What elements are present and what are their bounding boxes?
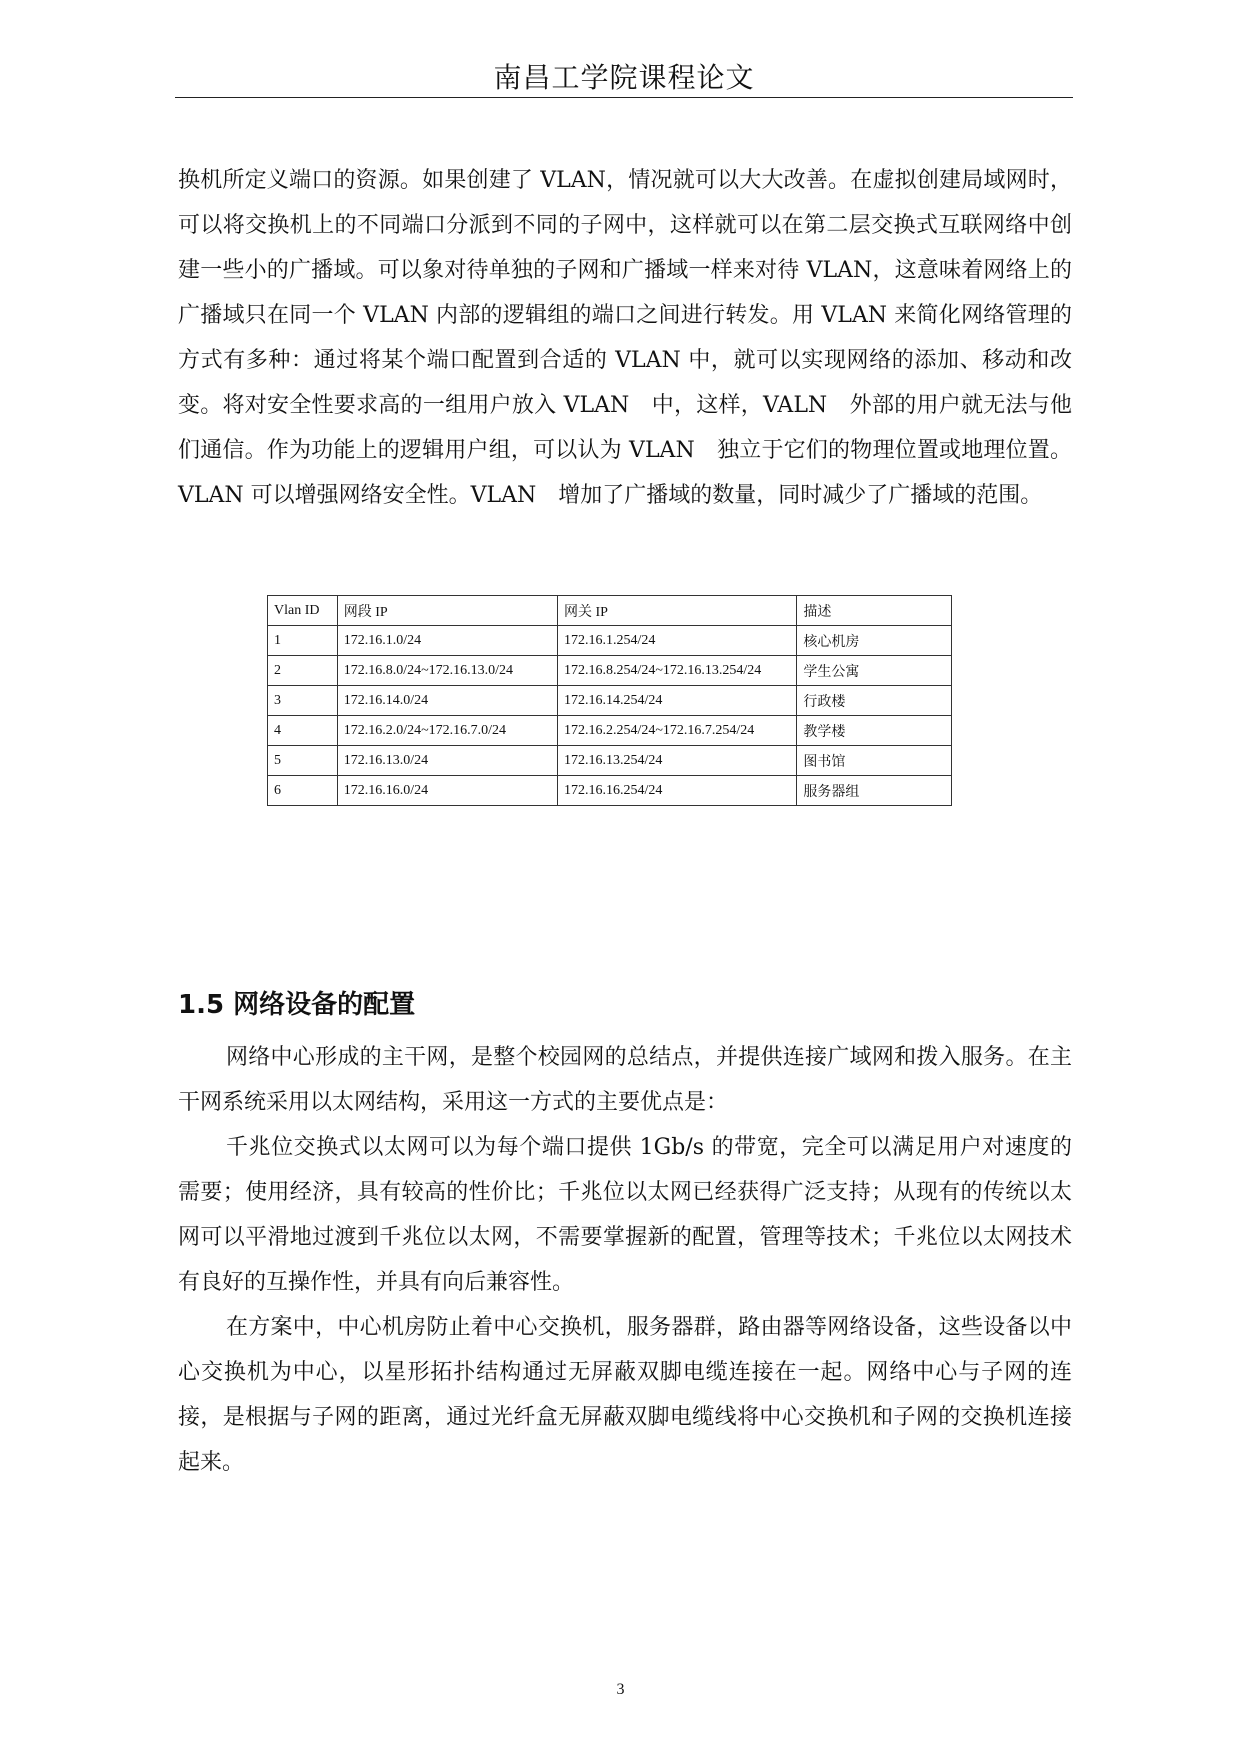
paragraph-vlan-intro: 换机所定义端口的资源。如果创建了 VLAN，情况就可以大大改善。在虚拟创建局域网时，可以将交换机上的不同端口分派到不同的子网中，这样就可以在第二层交换式互联网络中创建一些小的广播域。可以象对待单独的子网和广播域一样来对待 VLAN，这意味着网络上的广播域只在同一个 VLAN 内部的逻辑组的端口之间进行转发。用 VLAN 来简化网络管理的方式有多种：通过将某个端口配置到合适的 VLAN 中，就可以实现网络的添加、移动和改变。将对安全性要求高的一组用户放入 VLAN 中，这样，VALN 外部的用户就无法与他们通信。作为功能上的逻辑用户组，可以认为 VLAN 独立于它们的物理位置或地理位置。VLAN 可以增强网络安全性。VLAN 增加了广播域的数量，同时减少了广播域的范围。 [178, 168, 1072, 508]
cell-vlan-id: 1 [268, 626, 338, 656]
column-header-description: 描述 [797, 596, 952, 626]
page-number: 3 [616, 1681, 625, 1698]
cell-gateway-ip: 172.16.16.254/24 [557, 776, 796, 806]
cell-gateway-ip: 172.16.1.254/24 [557, 626, 796, 656]
table-row [268, 776, 952, 806]
cell-segment-ip: 172.16.8.0/24~172.16.13.0/24 [337, 656, 557, 686]
page-header: 南昌工学院课程论文 [493, 61, 755, 94]
cell-segment-ip: 172.16.14.0/24 [337, 686, 557, 716]
paragraph-backbone: 网络中心形成的主干网，是整个校园网的总结点，并提供连接广域网和拨入服务。在主干网系统采用以太网结构，采用这一方式的主要优点是： [178, 1045, 1072, 1115]
cell-segment-ip: 172.16.13.0/24 [337, 746, 557, 776]
paragraph-gigabit: 千兆位交换式以太网可以为每个端口提供 1Gb/s 的带宽，完全可以满足用户对速度的需要；使用经济，具有较高的性价比；千兆位以太网已经获得广泛支持；从现有的传统以太网可以平滑地过渡到千兆位以太网，不需要掌握新的配置，管理等技术；千兆位以太网技术有良好的互操作性，并具有向后兼容性。 [178, 1135, 1072, 1295]
table-row [268, 686, 952, 716]
table-row [268, 716, 952, 746]
cell-vlan-id: 3 [268, 686, 338, 716]
cell-gateway-ip: 172.16.13.254/24 [557, 746, 796, 776]
cell-vlan-id: 4 [268, 716, 338, 746]
cell-description: 行政楼 [797, 686, 952, 716]
vlan-table [267, 595, 952, 806]
table-row [268, 656, 952, 686]
column-header-gateway-ip: 网关 IP [557, 596, 796, 626]
cell-description: 教学楼 [797, 716, 952, 746]
cell-gateway-ip: 172.16.14.254/24 [557, 686, 796, 716]
cell-vlan-id: 5 [268, 746, 338, 776]
cell-description: 图书馆 [797, 746, 952, 776]
cell-segment-ip: 172.16.16.0/24 [337, 776, 557, 806]
table-header-row [268, 596, 952, 626]
header-divider [175, 97, 1073, 98]
cell-segment-ip: 172.16.2.0/24~172.16.7.0/24 [337, 716, 557, 746]
cell-segment-ip: 172.16.1.0/24 [337, 626, 557, 656]
section-heading: 1.5 网络设备的配置 [178, 990, 416, 1020]
table-row [268, 626, 952, 656]
column-header-segment-ip: 网段 IP [337, 596, 557, 626]
cell-description: 核心机房 [797, 626, 952, 656]
cell-vlan-id: 2 [268, 656, 338, 686]
cell-description: 学生公寓 [797, 656, 952, 686]
paragraph-topology: 在方案中，中心机房防止着中心交换机，服务器群，路由器等网络设备，这些设备以中心交换机为中心，以星形拓扑结构通过无屏蔽双脚电缆连接在一起。网络中心与子网的连接，是根据与子网的距离，通过光纤盒无屏蔽双脚电缆线将中心交换机和子网的交换机连接起来。 [178, 1315, 1072, 1475]
cell-gateway-ip: 172.16.2.254/24~172.16.7.254/24 [557, 716, 796, 746]
cell-description: 服务器组 [797, 776, 952, 806]
cell-vlan-id: 6 [268, 776, 338, 806]
table-row [268, 746, 952, 776]
cell-gateway-ip: 172.16.8.254/24~172.16.13.254/24 [557, 656, 796, 686]
column-header-vlan-id: Vlan ID [268, 596, 338, 626]
